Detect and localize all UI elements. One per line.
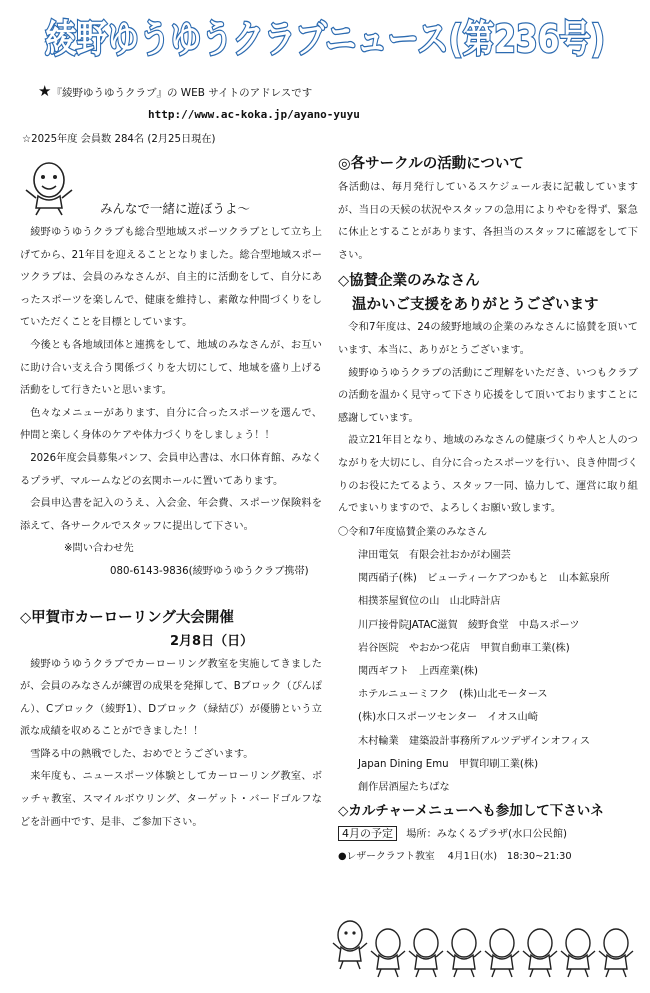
list-item: 木村輪業 建築設計事務所アルツデザインオフィス: [358, 735, 591, 747]
list-item: 岩谷医院 やおかつ花店 甲賀自動車工業(株): [358, 642, 570, 654]
star-icon: ★: [38, 82, 52, 100]
venue-text: 場所：みなくるプラザ(水口公民館): [406, 829, 568, 841]
newsletter-title: [0, 0, 650, 70]
mascot-parade-icon: [332, 915, 638, 979]
intro-paragraph: 色々なメニューがあります、自分に合ったスポーツを選んで、仲間と楽しく身体のケアや体力づくりをしましょう！！: [20, 407, 322, 442]
member-count: ☆2025年度 会員数 284名 (2月25日現在): [22, 134, 216, 145]
month-schedule-box: 4月の予定: [338, 826, 397, 841]
intro-paragraph: 会員申込書を記入のうえ、入会金、年会費、スポーツ保険料を添えて、各サークルでスタッフに提出して下さい。: [20, 498, 322, 532]
culture-heading: ◇カルチャーメニューへも参加して下さいネ: [338, 803, 604, 820]
curling-paragraph: 雪降る中の熱戦でした、おめでとうございます。: [30, 748, 254, 760]
right-column: [338, 151, 638, 868]
curling-paragraph: 来年度も、ニュースポーツ体験としてカーローリング教室、ボッチャ教室、スマイルボウリング、ターゲット・バードゴルフなどを計画中です、是非、ご参加下さい。: [20, 771, 322, 828]
list-item: 相撲茶屋貿位の山 山北時計店: [358, 596, 501, 608]
left-column: [20, 222, 322, 834]
circles-text: 各活動は、毎月発行しているスケジュール表に記載していますが、当日の天候の状況やスタッフの急用によりやむを得ず、緊急に休止とすることがあります、各担当のスタッフに確認をして下さい。: [338, 182, 638, 261]
intro-paragraph: 今後とも各地域団体と連携をして、地域のみなさんが、お互いに助け合い支え合う関係づくりを大切にして、地域を盛り上げる活動をして行きたいと思います。: [20, 339, 322, 397]
culture-schedule: [338, 823, 638, 846]
list-item: 津田電気 有限会社おかがわ園芸: [358, 549, 511, 561]
web-notice-text: 『綾野ゆうゆうクラブ』の WEB サイトのアドレスです: [51, 87, 313, 99]
curling-heading: ◇甲賀市カーローリング大会開催: [20, 609, 234, 626]
web-notice: [38, 82, 312, 100]
sponsor-list: [338, 544, 638, 799]
contact-phone[interactable]: 080-6143-9836(綾野ゆうゆうクラブ携帯): [110, 565, 309, 577]
sponsors-subheading: 温かいご支援をありがとうございます: [352, 297, 599, 314]
list-item: ホテルニューミフク (株)山北モータース: [358, 689, 548, 701]
list-item: 川戸接骨院JATAC滋賀 綾野食堂 中島スポーツ: [358, 619, 580, 631]
contact-label: ※問い合わせ先: [64, 543, 134, 555]
intro-paragraph: 2026年度会員募集パンフ、会員申込書は、水口体育館、みなくるプラザ、マルームなどの玄関ホールに置いてあります。: [20, 452, 322, 487]
list-item: Japan Dining Emu 甲賀印刷工業(株): [358, 758, 539, 770]
list-item: (株)水口スポーツセンター イオス山崎: [358, 712, 538, 724]
sponsors-paragraph: 設立21年目となり、地域のみなさんの健康づくりや人と人のつながりを大切にし、自分に合ったスポーツを行い、良き仲間づくりのお役にたてるよう、スタッフ一同、協力して、運営に取り組んでまいりますので、よろしくお願い致します。: [338, 435, 638, 515]
title-text: 綾野ゆうゆうクラブニュース(第236号): [45, 17, 605, 61]
list-item: 関西硝子(株) ビューティーケアつかもと 山本鉱泉所: [358, 573, 610, 585]
mascot-icon: [20, 160, 78, 216]
list-item: 関西ギフト 上西産業(株): [358, 665, 479, 677]
website-url[interactable]: http://www.ac-koka.jp/ayano-yuyu: [148, 108, 360, 121]
sponsor-list-title: 〇令和7年度協賛企業のみなさん: [338, 526, 488, 538]
sponsors-paragraph: 令和7年度は、24の綾野地域の企業のみなさんに協賛を頂いています、本当に、ありがとうございます。: [338, 322, 638, 356]
invite-text: みんなで一緒に遊ぼうよ～: [100, 201, 251, 216]
sponsors-paragraph: 綾野ゆうゆうクラブの活動にご理解をいただき、いつもクラブの活動を温かく見守って下さり応援をして頂いておりますことに感謝しています。: [338, 367, 638, 424]
curling-date: 2月8日（日）: [170, 633, 254, 649]
curling-paragraph: 綾野ゆうゆうクラブでカーローリング教室を実施してきましたが、会員のみなさんが練習の成果を発揮して、Bブロック（ぴんぽん）、Cブロック（綾野1）、Dブロック（緑結び）が優勝という立派な成績を収めることができました！！: [20, 658, 323, 738]
event-item: ●レザークラフト教室 4月1日(水) 18:30~21:30: [338, 851, 572, 863]
intro-paragraph: 綾野ゆうゆうクラブも総合型地域スポーツクラブとして立ち上げてから、21年目を迎えることとなりました。総合型地域スポーツクラブは、会員のみなさんが、自主的に活動をして、自分にあったスポーツを楽しんで、健康を維持し、素敵な仲間づくりをしていただくことを目標としています。: [20, 227, 322, 329]
list-item: 創作居酒屋たちばな: [358, 781, 450, 793]
circles-heading: ◎各サークルの活動について: [338, 156, 524, 172]
sponsors-heading: ◇協賛企業のみなさん: [338, 273, 480, 290]
